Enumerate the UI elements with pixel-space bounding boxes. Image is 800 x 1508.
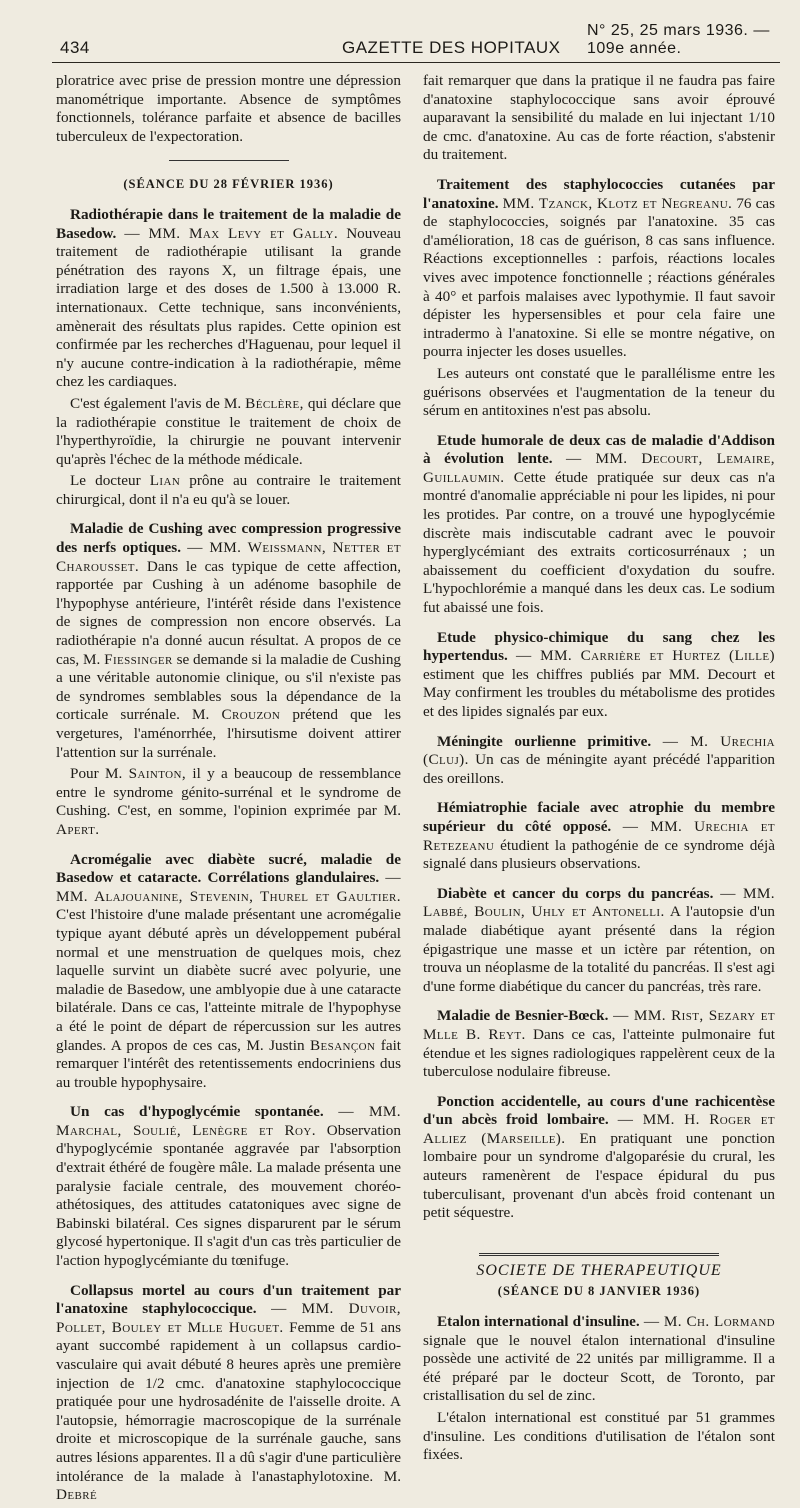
text: Le docteur bbox=[70, 472, 141, 490]
text: il y a beaucoup de ressemblance entre le syndrome génito-surrénal et le syndrome de Cushing. C'est, en somme, l'opinion exprimée par M. bbox=[56, 765, 401, 820]
text: C'est également l'avis de M. bbox=[70, 394, 242, 412]
person-name: Béclère, bbox=[245, 394, 304, 412]
page-number: 434 bbox=[60, 38, 90, 57]
session-date: (SÉANCE DU 28 FÉVRIER 1936) bbox=[123, 177, 334, 192]
right-column bbox=[423, 72, 775, 1468]
article-authors: MM. Tzanck, Klotz et Negreanu. bbox=[502, 194, 733, 212]
text: estiment que les chiffres publiés par MM. Decourt et May confirment les troubles du métabolisme des protides et des lipides signalés par eux. bbox=[423, 665, 775, 720]
left-column bbox=[56, 72, 401, 1508]
text: Cette étude pratiquée sur deux cas n'a montré d'anomalie appréciable ni pour les lipides, ni pour les protides. Par contre, on a trouvé une hypoglycémie discrète mais indiscutable cadrant avec le pouvoir hyperglycémiant des extraits corticosurrénaux ; un abaissement du coefficient d'oxydation du soufre. L'hypochlorémie a manqué dans les deux cas. Le sodium fut abaissé une fois. bbox=[423, 468, 775, 617]
article-hypoglycemie bbox=[56, 1103, 401, 1270]
article-title: Radiothérapie dans le traitement de la maladie de Basedow. bbox=[56, 205, 401, 242]
article-title: Diabète et cancer du corps du pancréas. bbox=[437, 884, 714, 902]
article-title: Acromégalie avec diabète sucré, maladie de Basedow et cataracte. Corrélations glandulaires. bbox=[56, 850, 401, 887]
article-authors: — MM. Marchal, Soulié, Lenègre et Roy. bbox=[56, 1103, 401, 1139]
journal-title: GAZETTE DES HOPITAUX bbox=[342, 38, 561, 57]
text: prétend que les vergetures, l'aménorrhée, l'hirsutisme doivent attirer l'attention sur la surrénale. bbox=[56, 706, 402, 761]
paragraph: Les auteurs ont constaté que le parallélisme entre les guérisons observées et l'augmentation de la teneur du sérum en antitoxines n'est pas absolu. bbox=[423, 364, 775, 420]
article-title: Méningite ourlienne primitive. bbox=[437, 732, 652, 750]
article-acromegalie bbox=[56, 851, 401, 1093]
article-text: Nouveau traitement de radiothérapie utilisant la grande pénétration des rayons X, un filtrage épais, une irradiation large et des doses de 1.500 à 13.000 R. internationaux. Cette technique, sans inconvénients, amènerait des résultats plus rapides. Cette opinion est confirmée par les recherches d'Haguenau, pour lequel il n'y aucune contre-indication à la radiothérapie, même chez les cardiaques. bbox=[56, 224, 402, 391]
running-header bbox=[52, 22, 780, 63]
text: prône au contraire le traitement chirurgical, dont il n'a eu qu'à se louer. bbox=[56, 472, 402, 508]
article-addison bbox=[423, 432, 775, 618]
article-title: Maladie de Besnier-Bœck. bbox=[437, 1007, 609, 1025]
article-authors: — MM. Labbé, Boulin, Uhly et Antonelli. bbox=[423, 884, 776, 921]
continued-paragraph: ploratrice avec prise de pression montre une dépression manométrique importante. Absence de symptômes fonctionnels, tolérance parfaite et absence de bacilles tuberculeux de l'expectoration. bbox=[56, 72, 401, 145]
article-title: Ponction accidentelle, au cours d'une rachicentèse d'un abcès froid lombaire. bbox=[423, 1092, 775, 1129]
article-authors: — M. Ch. Lormand bbox=[643, 1313, 776, 1331]
text: Dans ce cas, l'atteinte pulmonaire fut étendue et les signes radiologiques rappelèrent ceux de la tuberculose nodulaire fibreuse. bbox=[423, 1025, 776, 1081]
text: Un cas de méningite ayant précédé l'apparition des oreillons. bbox=[423, 751, 776, 787]
article-authors: — MM. Alajouanine, Stevenin, Thurel et Gaultier. bbox=[56, 869, 402, 905]
society-heading: SOCIETE DE THERAPEUTIQUE bbox=[476, 1261, 722, 1279]
person-name: Apert. bbox=[56, 820, 100, 838]
article-title: Un cas d'hypoglycémie spontanée. bbox=[70, 1103, 324, 1121]
article-title: Hémiatrophie faciale avec atrophie du membre supérieur du côté opposé. bbox=[423, 799, 775, 835]
paragraph bbox=[56, 472, 401, 509]
article-authors: — MM. H. Roger et Alliez (Marseille). bbox=[423, 1111, 776, 1147]
article-radiotherapie bbox=[56, 206, 401, 392]
article-hypertendus bbox=[423, 629, 775, 722]
separator bbox=[479, 1253, 719, 1256]
text: Dans le cas typique de cette affection, rapportée par Cushing à un adénome basophile de l'hypophyse antérieure, l'intérêt réside dans l'existence de signes de compression non encore observés. La radiothérapie n'a donné aucun résultat. A propos de ce cas, M. bbox=[56, 557, 402, 668]
article-authors: — MM. Urechia et Retezeanu bbox=[423, 817, 776, 854]
article-title: Etalon international d'insuline. bbox=[437, 1313, 640, 1331]
continued-paragraph: fait remarquer que dans la pratique il ne faudra pas faire d'anatoxine staphylococcique sans avoir éprouvé auparavant la sensibilité du malade en lui injectant 1/10 de cmc. d'anatoxine. Au cas de forte réaction, s'abstenir du traitement. bbox=[423, 72, 775, 164]
article-title: Etude humorale de deux cas de maladie d'Addison à évolution lente. bbox=[423, 431, 775, 468]
article-besnier-boeck bbox=[423, 1007, 775, 1081]
text: étudient la pathogénie de ce syndrome déjà signalé dans plusieurs observations. bbox=[423, 836, 775, 873]
text: C'est l'histoire d'une malade présentant une acromégalie typique ayant débuté après un développement pubéral normal et une menstruation de quelques mois, chez laquelle survint un diabète sucré avec polyurie, une maladie de Basedow, une amblyopie due à une cataracte bilatérale. Dans ce cas, l'atteinte mitrale de l'hypophyse a été le point de départ de répercussion sur les autres glandes. A propos de ces cas, M. Justin bbox=[56, 906, 401, 1054]
article-authors: — M. Urechia (Cluj). bbox=[423, 732, 776, 769]
article-authors: — MM. Max Levy et Gally. bbox=[124, 224, 339, 242]
article-collapsus bbox=[56, 1282, 401, 1505]
article-meningite bbox=[423, 733, 775, 789]
text: fait remarquer l'intérêt des retentissements endocriniens dus au trouble hypophysaire. bbox=[56, 1036, 402, 1091]
text: En pratiquant une ponction lombaire pour un syndrome d'algoparésie du crural, les auteurs ramenèrent de l'espace épidural du pus tuberculisant, provenant d'un abcès froid contenant un petit séquestre. bbox=[423, 1129, 775, 1222]
text: se demande si la maladie de Cushing a une véritable autonomie clinique, ou s'il n'existe pas de syndromes semblables sous la dépendance de la corticale surrénale. M. bbox=[56, 650, 402, 724]
article-authors: — MM. Weissmann, Netter et Charousset. bbox=[56, 539, 402, 575]
article-pancreas bbox=[423, 885, 775, 997]
person-name: Fiessinger bbox=[104, 650, 173, 668]
separator bbox=[169, 160, 289, 161]
text: A l'autopsie d'un malade diabétique ayant présenté dans la région épigastrique une masse et un ictère par rétention, on trouva un néoplasme de la totalité du pancréas. Il s'est agi d'une forme diabétique du cancer du pancréas, très rare. bbox=[423, 903, 775, 995]
article-title: Maladie de Cushing avec compression progressive des nerfs optiques. bbox=[56, 520, 401, 557]
article-cushing bbox=[56, 520, 401, 762]
text: signale que le nouvel étalon international d'insuline possède une activité de 22 unités par milligramme. Il a été préparé par le docteur Scott, de Toronto, par cristallisation du sel de zinc. bbox=[423, 1331, 775, 1405]
article-insuline bbox=[423, 1313, 775, 1406]
session-date: (SÉANCE DU 8 JANVIER 1936) bbox=[497, 1284, 701, 1299]
article-ponction bbox=[423, 1093, 775, 1223]
article-staphylococcies bbox=[423, 176, 775, 362]
article-authors: — MM. Rist, Sezary et Mlle B. Reyt. bbox=[423, 1007, 776, 1043]
article-title: Collapsus mortel au cours d'un traitement par l'anatoxine staphylococcique. bbox=[56, 1281, 401, 1318]
article-authors: — MM. Carrière et Hurtez (Lille) bbox=[515, 647, 775, 665]
paragraph bbox=[56, 765, 401, 839]
person-name: Sainton, bbox=[128, 765, 187, 783]
text: Observation d'hypoglycémie spontanée aggravée par l'absorption d'extrait éthéré de fougère mâle. La malade présenta une paralysie faciale centrale, des mouvement choréo-athétosiques, des attitudes catatoniques avec signe de Babinski bilatéral. Ces signes disparurent par le sérum glycosé hypertonique. Il s'agit d'un cas très particulier de l'action hypoglycémiante du tœnifuge. bbox=[56, 1121, 401, 1270]
article-authors: — MM. Decourt, Lemaire, Guillaumin. bbox=[423, 450, 776, 486]
paragraph bbox=[56, 395, 401, 469]
article-title: Etude physico-chimique du sang chez les hypertendus. bbox=[423, 628, 775, 665]
paragraph: L'étalon international est constitué par 51 grammes d'insuline. Les conditions d'utilisation de l'étalon sont fixées. bbox=[423, 1409, 775, 1464]
person-name: Lian bbox=[149, 472, 181, 490]
person-name: Besançon bbox=[310, 1036, 376, 1054]
person-name: Debré bbox=[56, 1486, 98, 1504]
text: Femme de 51 ans ayant succombé rapidement à un collapsus cardio-vasculaire qui avait débuté 8 heures après une première injection de 1/2 cmc. d'anatoxine staphylococcique pratiquée pour une hydrosadénite de l'aisselle droite. A l'autopsie, hémorragie macroscopique de la surrénale droite et microscopique de la surrénale gauche, sans autres lésions apparentes. Il a dû s'agir d'une particulière intolérance de la malade à l'anastaphylotoxine. M. bbox=[56, 1318, 402, 1485]
article-hemiatrophie bbox=[423, 799, 775, 873]
text: 76 cas de staphylococcies, soignés par l'anatoxine. 35 cas d'amélioration, 18 cas de guérison, 8 cas sans influence. Réactions exceptionnelles : parfois, réactions locales vives avec impotence fonctionnelle ; réactions générales à 40° et parfois malaises avec lypothymie. Il faut savoir dépister les hypersensibles et pour cela faire une intradermo à l'anatoxine. Si elle se montre négative, on pourra injecter les doses usuelles. bbox=[423, 194, 775, 361]
text: qui déclare que la radiothérapie constitue le traitement de choix de l'hyperthyroïdie, la chirurgie ne pouvant intervenir qu'après l'échec de la méthode médicale. bbox=[56, 394, 402, 468]
article-authors: — MM. Duvoir, Pollet, Bouley et Mlle Huguet. bbox=[56, 1300, 401, 1336]
person-name: Crouzon bbox=[221, 706, 281, 724]
text: Pour M. bbox=[70, 765, 123, 783]
issue-info: N° 25, 25 mars 1936. — 109e année. bbox=[587, 22, 770, 57]
article-title: Traitement des staphylococcies cutanées par l'anatoxine. bbox=[423, 175, 775, 212]
